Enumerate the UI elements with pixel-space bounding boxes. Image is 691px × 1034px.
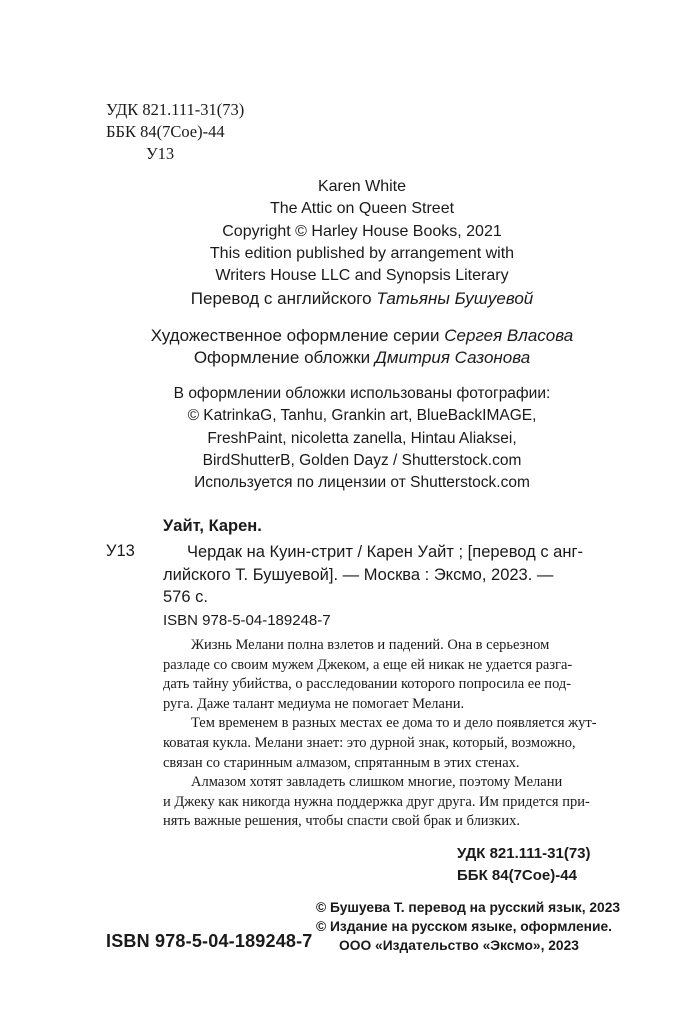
description-line-2: лийского Т. Бушуевой]. — Москва : Эксмо, 2023. — bbox=[163, 565, 554, 584]
annotation-p2-line-2: коватая кукла. Мелани знает: это дурной знак, который, возможно, bbox=[163, 734, 576, 751]
isbn-main: ISBN 978-5-04-189248-7 bbox=[106, 931, 313, 951]
annotation-p2-line-3: связан со старинным алмазом, спрятанным в этих стенах. bbox=[163, 754, 520, 771]
catalog-description bbox=[163, 541, 605, 609]
translation-credit bbox=[150, 289, 574, 309]
original-author: Karen White bbox=[317, 178, 407, 195]
annotation-p1-line-3: дать тайну убийства, о расследовании которого попросила ее под- bbox=[163, 676, 572, 693]
catalog-code: У13 bbox=[106, 542, 135, 560]
udk-code: УДК 821.111-31(73) bbox=[106, 100, 245, 119]
copyright-line-1: © Бушуева Т. перевод на русский язык, 2023 bbox=[316, 900, 621, 915]
annotation-p1-line-1: Жизнь Мелани полна взлетов и падений. Она в серьезном bbox=[191, 637, 550, 653]
annotation-paragraph-3 bbox=[163, 773, 612, 832]
annotation-p3-line-3: нять важные решения, чтобы спасти свой брак и близких. bbox=[163, 813, 520, 830]
top-classification-codes bbox=[106, 99, 244, 165]
copyright-line-2: © Издание на русском языке, оформление. bbox=[316, 919, 613, 934]
cover-design-prefix: Оформление обложки bbox=[193, 348, 371, 367]
translator-name: Татьяны Бушуевой bbox=[376, 289, 534, 308]
description-line-3: 576 с. bbox=[163, 588, 208, 606]
photo-credits-line-2: © KatrinkaG, Tanhu, Grankin art, BlueBackIMAGE, bbox=[187, 407, 537, 425]
series-design-credit bbox=[150, 325, 574, 347]
description-line-1: Чердак на Куин-стрит / Карен Уайт ; [перевод с анг- bbox=[187, 543, 583, 561]
copyright-block bbox=[316, 898, 620, 955]
series-artist: Сергея Власова bbox=[444, 326, 574, 345]
author-mark: У13 bbox=[146, 144, 175, 163]
edition-note-line-1: This edition published by arrangement with bbox=[209, 244, 515, 262]
catalog-author-heading: Уайт, Карен. bbox=[163, 517, 262, 535]
photo-credits-line-3: FreshPaint, nicoletta zanella, Hintau Aliaksei, bbox=[207, 429, 517, 447]
original-edition-info bbox=[150, 176, 574, 287]
catalog-isbn: ISBN 978-5-04-189248-7 bbox=[163, 612, 331, 629]
annotation-p1-line-2: разладе со своим мужем Джеком, а еще ей никак не удается разга- bbox=[163, 656, 573, 673]
annotation-p3-line-1: Алмазом хотят завладеть слишком многие, поэтому Мелани bbox=[191, 774, 563, 791]
bbk-code: ББК 84(7Сое)-44 bbox=[106, 122, 225, 141]
annotation-p1-line-4: руга. Даже талант медиума не помогает Мелани. bbox=[163, 695, 465, 712]
photo-credits-line-1: В оформлении обложки использованы фотографии: bbox=[173, 385, 551, 402]
copyright-line-3: ООО «Издательство «Эксмо», 2023 bbox=[339, 938, 579, 953]
series-design-prefix: Художественное оформление серии bbox=[150, 326, 440, 345]
bottom-udk-code: УДК 821.111-31(73) bbox=[457, 845, 591, 862]
cover-artist: Дмитрия Сазонова bbox=[374, 348, 531, 367]
photo-credits-line-4: BirdShutterB, Golden Dayz / Shutterstock.com bbox=[202, 451, 522, 469]
annotation-paragraph-2 bbox=[163, 714, 612, 773]
bottom-bbk-code: ББК 84(7Сое)-44 bbox=[457, 867, 577, 884]
original-copyright: Copyright © Harley House Books, 2021 bbox=[222, 222, 502, 240]
annotation-p2-line-1: Тем временем в разных местах ее дома то и дело появляется жут- bbox=[191, 715, 597, 732]
photo-credits bbox=[150, 383, 574, 494]
photo-credits-line-5: Используется по лицензии от Shutterstock.com bbox=[194, 474, 530, 492]
annotation bbox=[163, 636, 612, 832]
design-credits bbox=[150, 325, 574, 369]
cover-design-credit bbox=[150, 347, 574, 369]
annotation-paragraph-1 bbox=[163, 636, 612, 714]
annotation-p3-line-2: и Джеку как никогда нужна поддержка друг друга. Им придется при- bbox=[163, 793, 590, 810]
bottom-classification-codes bbox=[457, 843, 591, 887]
edition-note-line-2: Writers House LLC and Synopsis Literary bbox=[215, 267, 509, 285]
original-title: The Attic on Queen Street bbox=[269, 200, 455, 218]
translation-prefix: Перевод с английского bbox=[190, 289, 372, 308]
